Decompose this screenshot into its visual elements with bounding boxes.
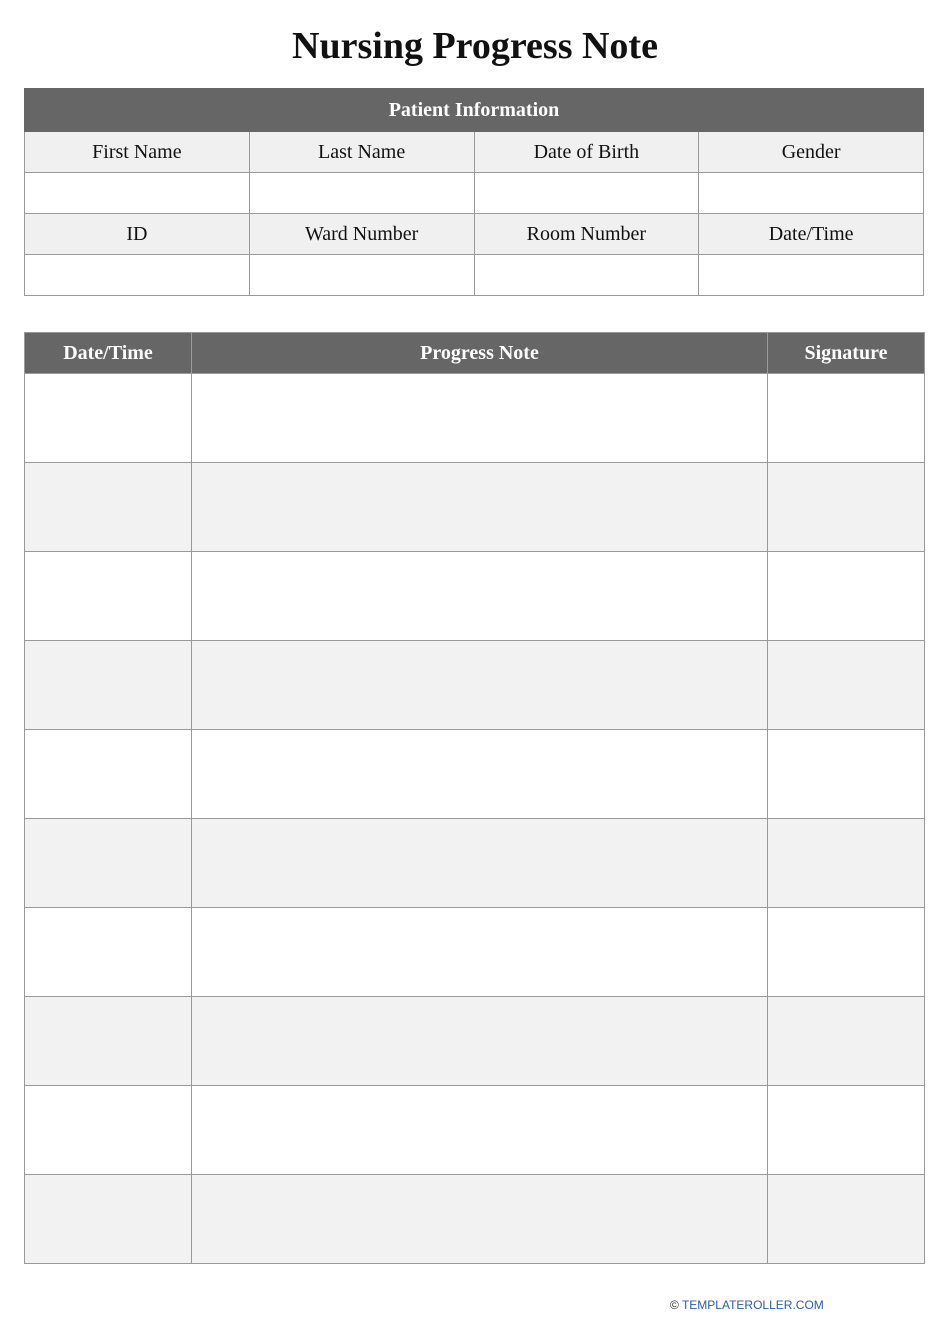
table-row [25,1086,925,1175]
first-name-label: First Name [25,132,250,173]
progress-note-cell[interactable] [192,819,768,908]
table-row [25,730,925,819]
progress-note-cell[interactable] [192,730,768,819]
date-of-birth-label: Date of Birth [474,132,699,173]
table-row [25,997,925,1086]
signature-cell[interactable] [768,730,925,819]
date-time-cell[interactable] [25,997,192,1086]
progress-note-cell[interactable] [192,1175,768,1264]
ward-number-label: Ward Number [249,214,474,255]
id-field[interactable] [25,255,250,296]
table-row [25,1175,925,1264]
date-time-cell[interactable] [25,552,192,641]
room-number-field[interactable] [474,255,699,296]
table-row [25,819,925,908]
signature-cell[interactable] [768,819,925,908]
footer-credit [670,1297,824,1313]
signature-cell[interactable] [768,908,925,997]
last-name-label: Last Name [249,132,474,173]
date-time-label: Date/Time [699,214,924,255]
table-row [25,374,925,463]
last-name-field[interactable] [249,173,474,214]
date-time-field[interactable] [699,255,924,296]
date-time-cell[interactable] [25,819,192,908]
progress-note-rows [25,374,925,1264]
table-row [25,552,925,641]
gender-label: Gender [699,132,924,173]
patient-info-table [24,88,924,296]
progress-note-cell[interactable] [192,908,768,997]
progress-note-column-header: Progress Note [192,333,768,374]
page-title: Nursing Progress Note [292,25,658,67]
signature-cell[interactable] [768,463,925,552]
progress-note-cell[interactable] [192,1086,768,1175]
ward-number-field[interactable] [249,255,474,296]
progress-note-table [24,332,925,1264]
table-row [25,641,925,730]
signature-cell[interactable] [768,374,925,463]
patient-info-header: Patient Information [25,89,924,132]
date-time-cell[interactable] [25,463,192,552]
room-number-label: Room Number [474,214,699,255]
site-link[interactable]: TEMPLATEROLLER.COM [681,1298,824,1312]
date-time-column-header: Date/Time [25,333,192,374]
first-name-field[interactable] [25,173,250,214]
progress-note-cell[interactable] [192,641,768,730]
progress-note-cell[interactable] [192,463,768,552]
date-time-cell[interactable] [25,374,192,463]
signature-cell[interactable] [768,552,925,641]
date-time-cell[interactable] [25,1175,192,1264]
progress-note-cell[interactable] [192,997,768,1086]
date-time-cell[interactable] [25,908,192,997]
signature-column-header: Signature [768,333,925,374]
date-time-cell[interactable] [25,641,192,730]
copyright-symbol: © [670,1298,679,1312]
id-label: ID [25,214,250,255]
signature-cell[interactable] [768,997,925,1086]
date-time-cell[interactable] [25,730,192,819]
date-of-birth-field[interactable] [474,173,699,214]
signature-cell[interactable] [768,1175,925,1264]
progress-note-cell[interactable] [192,374,768,463]
table-row [25,463,925,552]
progress-note-cell[interactable] [192,552,768,641]
signature-cell[interactable] [768,641,925,730]
signature-cell[interactable] [768,1086,925,1175]
table-row [25,908,925,997]
date-time-cell[interactable] [25,1086,192,1175]
gender-field[interactable] [699,173,924,214]
